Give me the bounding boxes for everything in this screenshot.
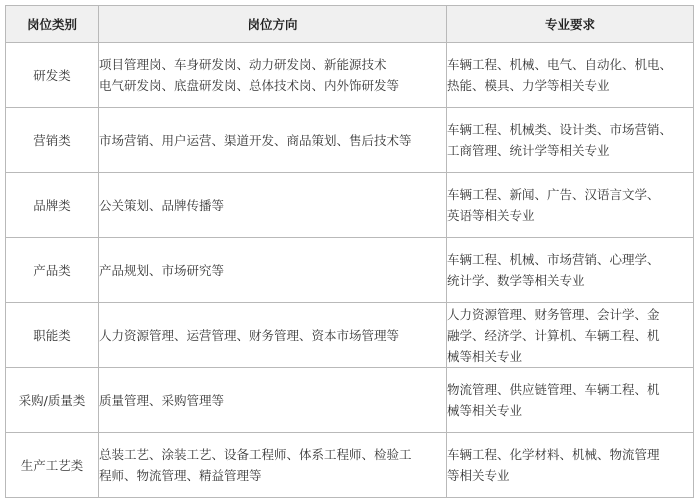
category-cell: 品牌类	[6, 173, 99, 238]
direction-line: 电气研发岗、底盘研发岗、总体技术岗、内外饰研发等	[99, 78, 400, 93]
header-row	[6, 6, 694, 43]
table-row	[6, 433, 694, 498]
table-row	[6, 173, 694, 238]
table-row	[6, 238, 694, 303]
major-line: 车辆工程、新闻、广告、汉语言文学、	[447, 187, 660, 202]
direction-line: 总装工艺、涂装工艺、设备工程师、体系工程师、检验工	[99, 447, 412, 462]
category-cell: 研发类	[6, 43, 99, 108]
job-category-table	[5, 5, 694, 498]
category-cell: 采购/质量类	[6, 368, 99, 433]
major-line: 车辆工程、化学材料、机械、物流管理	[447, 447, 660, 462]
major-line: 热能、模具、力学等相关专业	[447, 78, 610, 93]
major-line: 械等相关专业	[447, 403, 523, 418]
header-category: 岗位类别	[6, 6, 99, 43]
major-cell	[447, 108, 694, 173]
major-cell	[447, 303, 694, 368]
direction-cell	[99, 108, 447, 173]
direction-cell	[99, 43, 447, 108]
direction-line: 人力资源管理、运营管理、财务管理、资本市场管理等	[99, 327, 400, 343]
category-cell: 产品类	[6, 238, 99, 303]
major-line: 物流管理、供应链管理、车辆工程、机	[447, 382, 660, 397]
major-line: 统计学、数学等相关专业	[447, 273, 585, 288]
major-line: 车辆工程、机械类、设计类、市场营销、	[447, 122, 673, 137]
direction-line: 公关策划、品牌传播等	[99, 197, 225, 213]
table-row	[6, 108, 694, 173]
category-cell: 营销类	[6, 108, 99, 173]
direction-cell	[99, 238, 447, 303]
major-line: 工商管理、统计学等相关专业	[447, 143, 610, 158]
direction-cell	[99, 173, 447, 238]
major-line: 融学、经济学、计算机、车辆工程、机	[447, 327, 660, 343]
direction-line: 项目管理岗、车身研发岗、动力研发岗、新能源技术	[99, 57, 387, 72]
table-row	[6, 368, 694, 433]
direction-cell	[99, 433, 447, 498]
major-cell	[447, 238, 694, 303]
direction-line: 程师、物流管理、精益管理等	[99, 468, 262, 483]
major-line: 械等相关专业	[447, 348, 523, 364]
header-major: 专业要求	[447, 6, 694, 43]
direction-line: 市场营销、用户运营、渠道开发、商品策划、售后技术等	[99, 132, 412, 148]
direction-line: 质量管理、采购管理等	[99, 392, 225, 408]
major-line: 英语等相关专业	[447, 208, 535, 223]
major-line: 等相关专业	[447, 468, 510, 483]
major-cell	[447, 368, 694, 433]
major-cell	[447, 173, 694, 238]
direction-line: 产品规划、市场研究等	[99, 262, 225, 278]
major-cell	[447, 433, 694, 498]
table-row	[6, 43, 694, 108]
category-cell: 生产工艺类	[6, 433, 99, 498]
major-cell	[447, 43, 694, 108]
direction-cell	[99, 368, 447, 433]
major-line: 车辆工程、机械、电气、自动化、机电、	[447, 57, 673, 72]
table-row	[6, 303, 694, 368]
major-line: 车辆工程、机械、市场营销、心理学、	[447, 252, 660, 267]
header-direction: 岗位方向	[99, 6, 447, 43]
direction-cell	[99, 303, 447, 368]
major-line: 人力资源管理、财务管理、会计学、金	[447, 306, 660, 322]
category-cell: 职能类	[6, 303, 99, 368]
